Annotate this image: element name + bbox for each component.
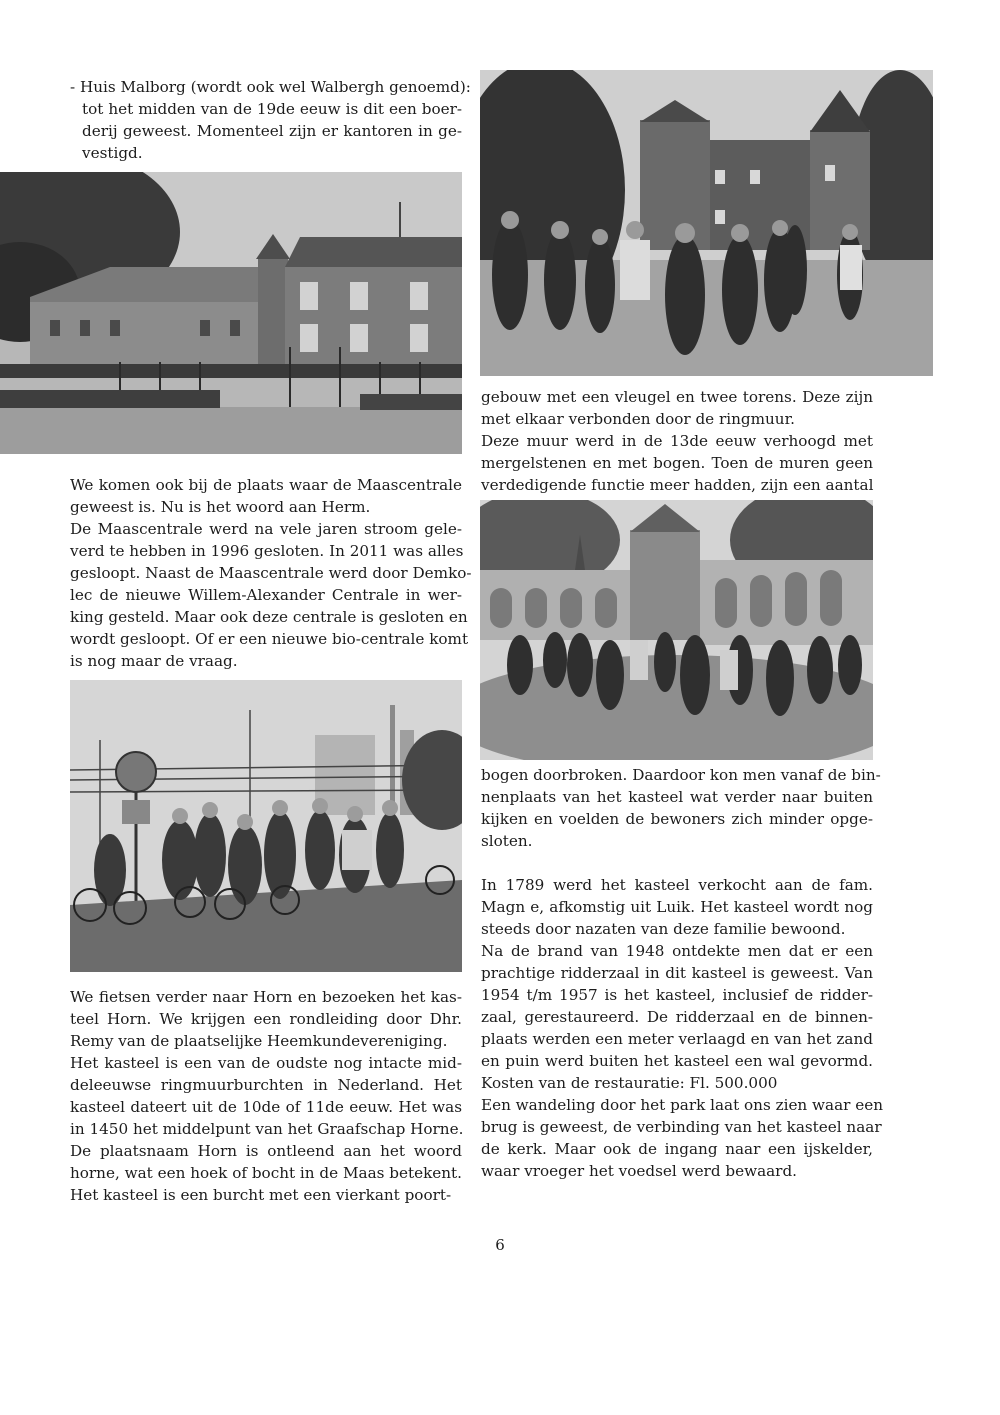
text-line: de kerk. Maar ook de ingang naar een ijskelder, bbox=[481, 1140, 873, 1158]
text-line: Het kasteel is een van de oudste nog intacte mid- bbox=[70, 1054, 462, 1072]
text-line: Een wandeling door het park laat ons zien waar een bbox=[481, 1096, 883, 1114]
text-line: bogen doorbroken. Daardoor kon men vanaf de bin- bbox=[481, 766, 881, 784]
text-line: wordt gesloopt. Of er een nieuwe bio-centrale komt bbox=[70, 630, 469, 648]
text-line: gesloopt. Naast de Maascentrale werd door Demko- bbox=[70, 564, 472, 582]
text-line: gebouw met een vleugel en twee torens. Deze zijn bbox=[481, 388, 873, 406]
text-block-horn bbox=[70, 986, 462, 1206]
text-line: nenplaats van het kasteel wat verder naar buiten bbox=[481, 788, 873, 806]
text-line: in 1450 het middelpunt van het Graafschap Horne. bbox=[70, 1120, 464, 1138]
text-block-gebouw bbox=[481, 386, 873, 496]
text-line: - Huis Malborg (wordt ook wel Walbergh genoemd): bbox=[70, 78, 471, 96]
text-line: king gesteld. Maar ook deze centrale is gesloten en bbox=[70, 608, 468, 626]
text-line: deleeuwse ringmuurburchten in Nederland. Het bbox=[70, 1076, 462, 1094]
text-line: Deze muur werd in de 13de eeuw verhoogd met bbox=[481, 432, 873, 450]
text-block-bogen bbox=[481, 764, 881, 852]
text-block-geschiedenis bbox=[481, 874, 883, 1182]
photo-huis-malborg bbox=[0, 172, 462, 454]
text-line: steeds door nazaten van deze familie bewoond. bbox=[481, 920, 846, 938]
text-line: 1954 t/m 1957 is het kasteel, inclusief de ridder- bbox=[481, 986, 873, 1004]
text-block-maascentrale bbox=[70, 474, 472, 672]
text-line: verd te hebben in 1996 gesloten. In 2011 was alles bbox=[70, 542, 464, 560]
text-line: We fietsen verder naar Horn en bezoeken het kas- bbox=[70, 988, 462, 1006]
page-number: 6 bbox=[495, 1236, 505, 1254]
text-line: verdedigende functie meer hadden, zijn een aantal bbox=[481, 476, 874, 494]
text-line: In 1789 werd het kasteel verkocht aan de fam. bbox=[481, 876, 873, 894]
text-line: en puin werd buiten het kasteel een wal gevormd. bbox=[481, 1052, 873, 1070]
text-line: De plaatsnaam Horn is ontleend aan het woord bbox=[70, 1142, 462, 1160]
text-line: waar vroeger het voedsel werd bewaard. bbox=[481, 1162, 797, 1180]
text-line: derij geweest. Momenteel zijn er kantoren in ge- bbox=[82, 122, 462, 140]
text-line: Na de brand van 1948 ontdekte men dat er een bbox=[481, 942, 873, 960]
text-line: sloten. bbox=[481, 832, 533, 850]
text-line: Magn e, afkomstig uit Luik. Het kasteel wordt nog bbox=[481, 898, 873, 916]
text-line: prachtige ridderzaal in dit kasteel is geweest. Van bbox=[481, 964, 873, 982]
text-line: brug is geweest, de verbinding van het kasteel naar bbox=[481, 1118, 882, 1136]
text-line: kijken en voelden de bewoners zich minder opge- bbox=[481, 810, 873, 828]
photo-maascentrale-cyclists bbox=[70, 680, 462, 972]
text-line: tot het midden van de 19de eeuw is dit een boer- bbox=[82, 100, 462, 118]
text-line: Remy van de plaatselijke Heemkundevereniging. bbox=[70, 1032, 448, 1050]
photo-kasteel-horn bbox=[480, 70, 933, 376]
photo-binnenplaats bbox=[480, 500, 873, 760]
text-line: De Maascentrale werd na vele jaren stroom gele- bbox=[70, 520, 462, 538]
text-line: plaats werden een meter verlaagd en van het zand bbox=[481, 1030, 873, 1048]
text-line: We komen ook bij de plaats waar de Maascentrale bbox=[70, 476, 462, 494]
text-line: Kosten van de restauratie: Fl. 500.000 bbox=[481, 1074, 778, 1092]
text-line: zaal, gerestaureerd. De ridderzaal en de binnen- bbox=[481, 1008, 873, 1026]
text-line: met elkaar verbonden door de ringmuur. bbox=[481, 410, 795, 428]
text-block-malborg bbox=[70, 76, 471, 164]
text-line: teel Horn. We krijgen een rondleiding door Dhr. bbox=[70, 1010, 462, 1028]
text-line: mergelstenen en met bogen. Toen de muren geen bbox=[481, 454, 873, 472]
text-line: is nog maar de vraag. bbox=[70, 652, 238, 670]
text-line: lec de nieuwe Willem-Alexander Centrale in wer- bbox=[70, 586, 462, 604]
text-line: vestigd. bbox=[82, 144, 143, 162]
text-line: kasteel dateert uit de 10de of 11de eeuw. Het was bbox=[70, 1098, 462, 1116]
text-line: horne, wat een hoek of bocht in de Maas betekent. bbox=[70, 1164, 462, 1182]
text-line: geweest is. Nu is het woord aan Herm. bbox=[70, 498, 371, 516]
text-line: Het kasteel is een burcht met een vierkant poort- bbox=[70, 1186, 452, 1204]
